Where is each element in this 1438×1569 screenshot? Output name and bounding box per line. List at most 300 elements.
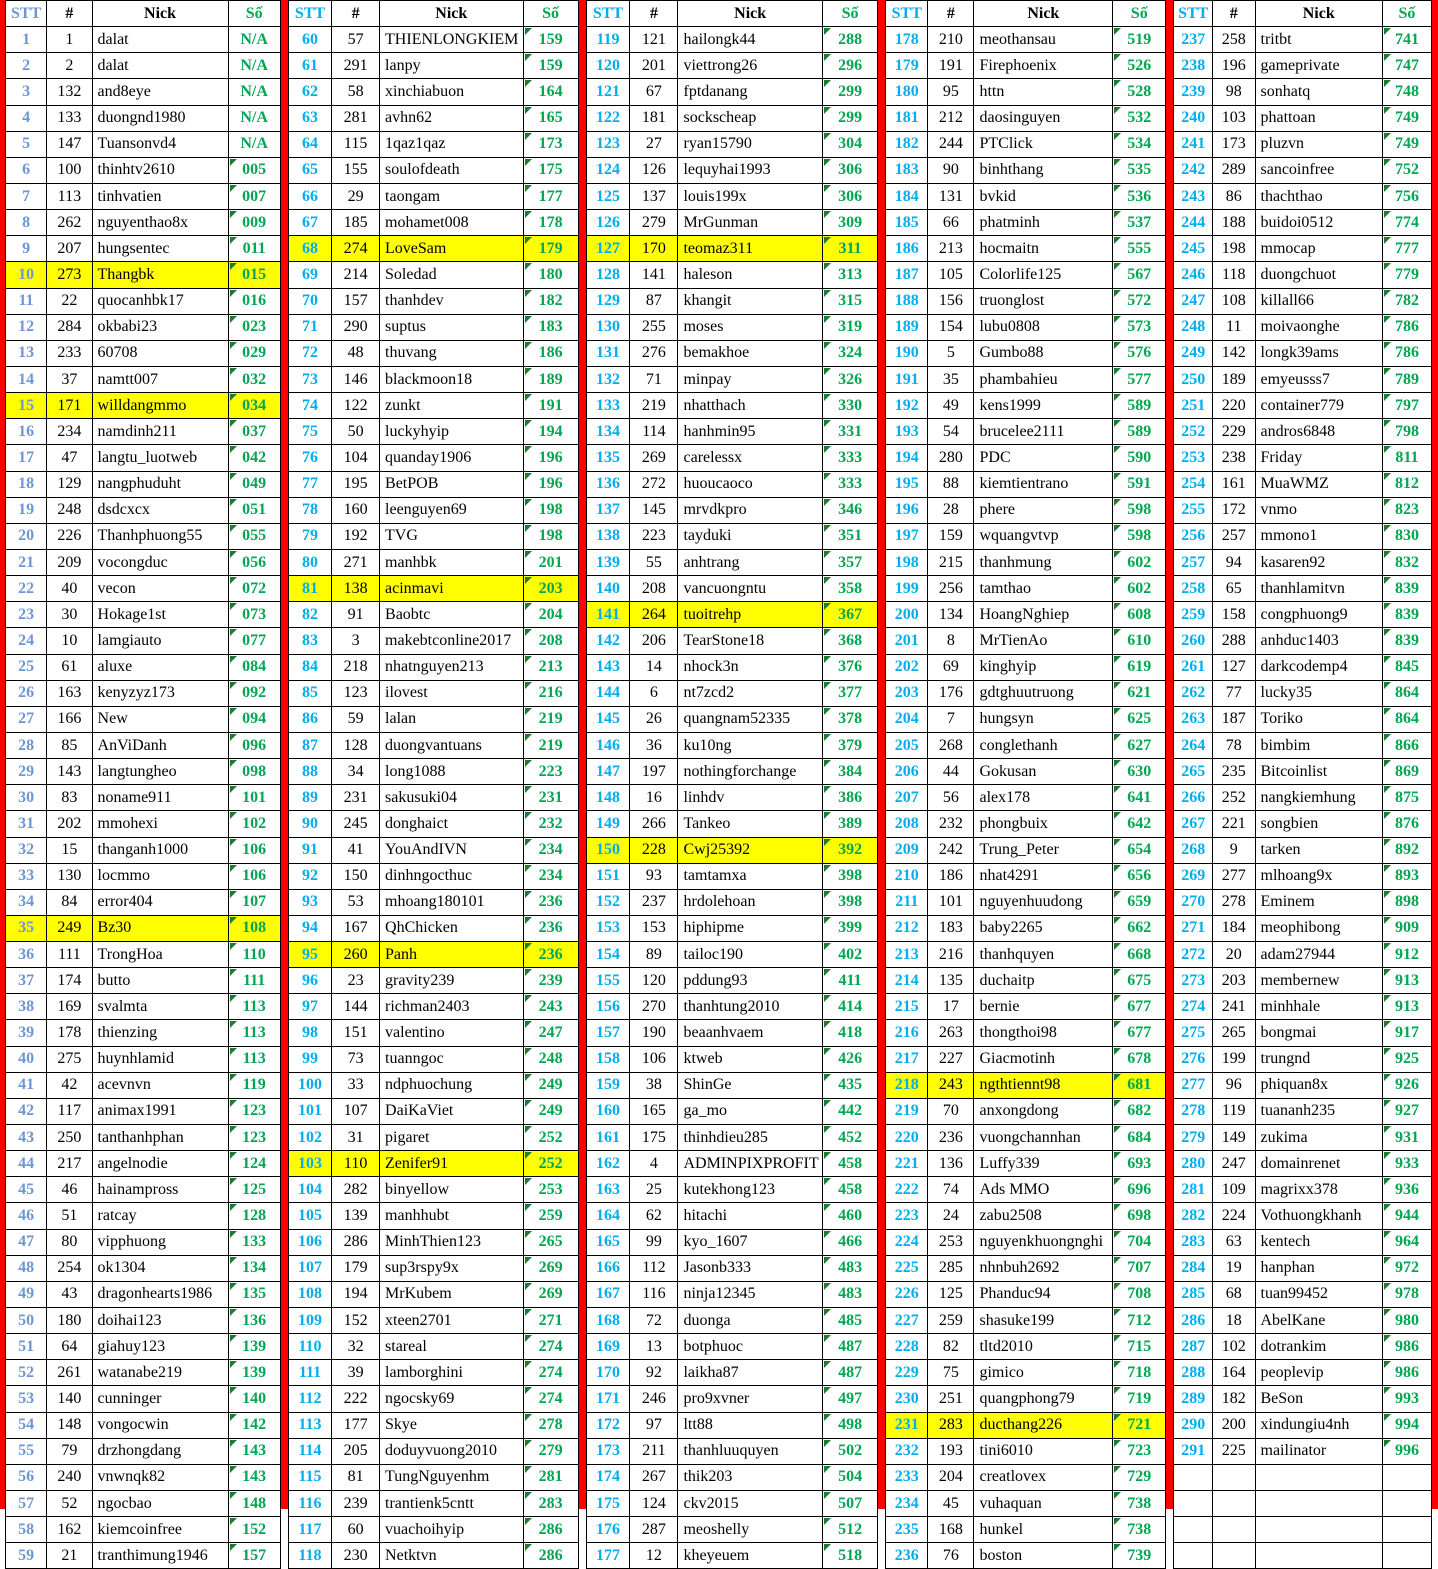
nick-cell[interactable]: Soledad — [380, 262, 523, 288]
so-cell[interactable]: 534 — [1113, 131, 1166, 157]
stt-cell[interactable]: 214 — [886, 968, 928, 994]
so-cell[interactable]: 279 — [523, 1438, 578, 1464]
num-cell[interactable]: 50 — [332, 419, 380, 445]
stt-cell[interactable]: 246 — [1174, 262, 1213, 288]
so-cell[interactable]: 602 — [1113, 549, 1166, 575]
stt-cell[interactable]: 58 — [6, 1517, 47, 1543]
so-cell[interactable]: 023 — [228, 314, 280, 340]
num-cell[interactable]: 185 — [332, 210, 380, 236]
so-cell[interactable]: 330 — [822, 393, 877, 419]
stt-cell[interactable]: 240 — [1174, 105, 1213, 131]
stt-cell[interactable]: 123 — [586, 131, 630, 157]
so-cell[interactable]: 598 — [1113, 523, 1166, 549]
num-cell[interactable]: 216 — [928, 942, 974, 968]
nick-cell[interactable]: Baobtc — [380, 602, 523, 628]
num-cell[interactable]: 229 — [1213, 419, 1256, 445]
stt-cell[interactable]: 185 — [886, 210, 928, 236]
nick-cell[interactable]: dsdcxcx — [92, 497, 228, 523]
header-so[interactable]: Số — [228, 1, 280, 27]
nick-cell[interactable]: Vothuongkhanh — [1255, 1203, 1383, 1229]
num-cell[interactable]: 45 — [928, 1491, 974, 1517]
so-cell[interactable]: 077 — [228, 628, 280, 654]
num-cell[interactable]: 56 — [928, 785, 974, 811]
stt-cell[interactable]: 193 — [886, 419, 928, 445]
nick-cell[interactable]: thinhdieu285 — [678, 1125, 822, 1151]
so-cell[interactable]: 108 — [228, 915, 280, 941]
num-cell[interactable]: 212 — [928, 105, 974, 131]
nick-cell[interactable]: MrGunman — [678, 210, 822, 236]
so-cell[interactable]: 180 — [523, 262, 578, 288]
so-cell[interactable]: 143 — [228, 1438, 280, 1464]
stt-cell[interactable]: 114 — [288, 1438, 331, 1464]
so-cell[interactable]: 204 — [523, 602, 578, 628]
num-cell[interactable]: 252 — [1213, 785, 1256, 811]
nick-cell[interactable]: longk39ams — [1255, 340, 1383, 366]
stt-cell[interactable]: 219 — [886, 1098, 928, 1124]
num-cell[interactable]: 237 — [630, 889, 678, 915]
stt-cell[interactable]: 81 — [288, 576, 331, 602]
stt-cell[interactable]: 60 — [288, 27, 331, 53]
stt-cell[interactable]: 218 — [886, 1072, 928, 1098]
stt-cell[interactable]: 273 — [1174, 968, 1213, 994]
num-cell[interactable]: 255 — [630, 314, 678, 340]
nick-cell[interactable]: trungnd — [1255, 1046, 1383, 1072]
stt-cell[interactable] — [1174, 1464, 1213, 1490]
stt-cell[interactable]: 28 — [6, 732, 47, 758]
stt-cell[interactable]: 275 — [1174, 1020, 1213, 1046]
stt-cell[interactable]: 98 — [288, 1020, 331, 1046]
nick-cell[interactable]: khangit — [678, 288, 822, 314]
nick-cell[interactable]: soulofdeath — [380, 157, 523, 183]
so-cell[interactable]: 096 — [228, 732, 280, 758]
stt-cell[interactable]: 34 — [6, 889, 47, 915]
so-cell[interactable]: 142 — [228, 1412, 280, 1438]
nick-cell[interactable]: ducthang226 — [974, 1412, 1113, 1438]
nick-cell[interactable]: dinhngocthuc — [380, 863, 523, 889]
so-cell[interactable]: 208 — [523, 628, 578, 654]
so-cell[interactable]: 274 — [523, 1334, 578, 1360]
stt-cell[interactable]: 72 — [288, 340, 331, 366]
nick-cell[interactable]: ku10ng — [678, 732, 822, 758]
num-cell[interactable]: 206 — [630, 628, 678, 654]
so-cell[interactable]: 681 — [1113, 1072, 1166, 1098]
stt-cell[interactable]: 21 — [6, 549, 47, 575]
num-cell[interactable]: 241 — [1213, 994, 1256, 1020]
num-cell[interactable]: 24 — [928, 1203, 974, 1229]
stt-cell[interactable]: 64 — [288, 131, 331, 157]
nick-cell[interactable]: quangnam52335 — [678, 706, 822, 732]
num-cell[interactable]: 145 — [630, 497, 678, 523]
nick-cell[interactable]: namdinh211 — [92, 419, 228, 445]
num-cell[interactable]: 14 — [630, 654, 678, 680]
num-cell[interactable]: 78 — [1213, 732, 1256, 758]
stt-cell[interactable]: 97 — [288, 994, 331, 1020]
stt-cell[interactable]: 144 — [586, 680, 630, 706]
num-cell[interactable]: 72 — [630, 1308, 678, 1334]
num-cell[interactable]: 246 — [630, 1386, 678, 1412]
so-cell[interactable]: 573 — [1113, 314, 1166, 340]
nick-cell[interactable]: tamthao — [974, 576, 1113, 602]
so-cell[interactable]: 485 — [822, 1308, 877, 1334]
nick-cell[interactable]: hailongk44 — [678, 27, 822, 53]
num-cell[interactable]: 119 — [1213, 1098, 1256, 1124]
num-cell[interactable]: 219 — [630, 393, 678, 419]
so-cell[interactable]: 247 — [523, 1020, 578, 1046]
nick-cell[interactable]: beaanhvaem — [678, 1020, 822, 1046]
nick-cell[interactable] — [1255, 1517, 1383, 1543]
so-cell[interactable]: 866 — [1383, 732, 1432, 758]
nick-cell[interactable]: ryan15790 — [678, 131, 822, 157]
stt-cell[interactable]: 228 — [886, 1334, 928, 1360]
num-cell[interactable]: 109 — [1213, 1177, 1256, 1203]
so-cell[interactable]: 324 — [822, 340, 877, 366]
stt-cell[interactable]: 57 — [6, 1491, 47, 1517]
so-cell[interactable]: 752 — [1383, 157, 1432, 183]
num-cell[interactable]: 30 — [47, 602, 92, 628]
so-cell[interactable]: 236 — [523, 942, 578, 968]
so-cell[interactable]: 384 — [822, 759, 877, 785]
num-cell[interactable]: 273 — [47, 262, 92, 288]
so-cell[interactable]: 678 — [1113, 1046, 1166, 1072]
so-cell[interactable]: 296 — [822, 53, 877, 79]
nick-cell[interactable]: nhock3n — [678, 654, 822, 680]
stt-cell[interactable]: 74 — [288, 393, 331, 419]
so-cell[interactable]: 452 — [822, 1125, 877, 1151]
so-cell[interactable]: 715 — [1113, 1334, 1166, 1360]
so-cell[interactable]: 186 — [523, 340, 578, 366]
num-cell[interactable]: 65 — [1213, 576, 1256, 602]
num-cell[interactable]: 226 — [47, 523, 92, 549]
header-nick[interactable]: Nick — [380, 1, 523, 27]
so-cell[interactable]: 839 — [1383, 628, 1432, 654]
stt-cell[interactable]: 259 — [1174, 602, 1213, 628]
stt-cell[interactable]: 163 — [586, 1177, 630, 1203]
stt-cell[interactable]: 126 — [586, 210, 630, 236]
num-cell[interactable]: 208 — [630, 576, 678, 602]
so-cell[interactable]: 376 — [822, 654, 877, 680]
nick-cell[interactable]: Hokage1st — [92, 602, 228, 628]
so-cell[interactable]: 106 — [228, 837, 280, 863]
nick-cell[interactable]: lamgiauto — [92, 628, 228, 654]
so-cell[interactable]: 641 — [1113, 785, 1166, 811]
nick-cell[interactable]: ktweb — [678, 1046, 822, 1072]
num-cell[interactable]: 113 — [47, 183, 92, 209]
stt-cell[interactable]: 54 — [6, 1412, 47, 1438]
stt-cell[interactable]: 197 — [886, 523, 928, 549]
so-cell[interactable]: 913 — [1383, 968, 1432, 994]
stt-cell[interactable]: 216 — [886, 1020, 928, 1046]
nick-cell[interactable]: sockscheap — [678, 105, 822, 131]
num-cell[interactable]: 191 — [928, 53, 974, 79]
so-cell[interactable]: 379 — [822, 732, 877, 758]
num-cell[interactable]: 73 — [332, 1046, 380, 1072]
so-cell[interactable]: 203 — [523, 576, 578, 602]
stt-cell[interactable]: 229 — [886, 1360, 928, 1386]
stt-cell[interactable]: 209 — [886, 837, 928, 863]
num-cell[interactable]: 280 — [928, 445, 974, 471]
num-cell[interactable]: 239 — [332, 1491, 380, 1517]
so-cell[interactable]: 007 — [228, 183, 280, 209]
nick-cell[interactable]: minpay — [678, 366, 822, 392]
header-num[interactable]: # — [332, 1, 380, 27]
num-cell[interactable]: 183 — [928, 915, 974, 941]
nick-cell[interactable]: giahuy123 — [92, 1334, 228, 1360]
nick-cell[interactable]: doihai123 — [92, 1308, 228, 1334]
nick-cell[interactable]: New — [92, 706, 228, 732]
stt-cell[interactable]: 39 — [6, 1020, 47, 1046]
nick-cell[interactable]: sonhatq — [1255, 79, 1383, 105]
stt-cell[interactable]: 261 — [1174, 654, 1213, 680]
num-cell[interactable]: 224 — [1213, 1203, 1256, 1229]
nick-cell[interactable]: botphuoc — [678, 1334, 822, 1360]
num-cell[interactable]: 288 — [1213, 628, 1256, 654]
so-cell[interactable]: 015 — [228, 262, 280, 288]
stt-cell[interactable]: 11 — [6, 288, 47, 314]
stt-cell[interactable]: 6 — [6, 157, 47, 183]
so-cell[interactable]: 234 — [523, 837, 578, 863]
nick-cell[interactable]: viettrong26 — [678, 53, 822, 79]
so-cell[interactable]: 111 — [228, 968, 280, 994]
num-cell[interactable]: 242 — [928, 837, 974, 863]
num-cell[interactable]: 214 — [332, 262, 380, 288]
stt-cell[interactable]: 5 — [6, 131, 47, 157]
so-cell[interactable]: 094 — [228, 706, 280, 732]
nick-cell[interactable]: httn — [974, 79, 1113, 105]
stt-cell[interactable]: 232 — [886, 1438, 928, 1464]
nick-cell[interactable]: nguyenhuudong — [974, 889, 1113, 915]
num-cell[interactable]: 93 — [630, 863, 678, 889]
stt-cell[interactable]: 128 — [586, 262, 630, 288]
nick-cell[interactable]: hocmaitn — [974, 236, 1113, 262]
num-cell[interactable]: 60 — [332, 1517, 380, 1543]
nick-cell[interactable]: duongvantuans — [380, 732, 523, 758]
so-cell[interactable]: 498 — [822, 1412, 877, 1438]
nick-cell[interactable]: HoangNghiep — [974, 602, 1113, 628]
num-cell[interactable]: 164 — [1213, 1360, 1256, 1386]
nick-cell[interactable]: noname911 — [92, 785, 228, 811]
so-cell[interactable]: 668 — [1113, 942, 1166, 968]
so-cell[interactable]: 319 — [822, 314, 877, 340]
so-cell[interactable]: 139 — [228, 1334, 280, 1360]
so-cell[interactable]: 936 — [1383, 1177, 1432, 1203]
num-cell[interactable]: 181 — [630, 105, 678, 131]
stt-cell[interactable]: 270 — [1174, 889, 1213, 915]
nick-cell[interactable]: tayduki — [678, 523, 822, 549]
so-cell[interactable]: 504 — [822, 1464, 877, 1490]
so-cell[interactable]: 567 — [1113, 262, 1166, 288]
num-cell[interactable]: 270 — [630, 994, 678, 1020]
so-cell[interactable]: 718 — [1113, 1360, 1166, 1386]
nick-cell[interactable]: tuananh235 — [1255, 1098, 1383, 1124]
so-cell[interactable]: 139 — [228, 1360, 280, 1386]
num-cell[interactable]: 222 — [332, 1386, 380, 1412]
stt-cell[interactable]: 133 — [586, 393, 630, 419]
num-cell[interactable]: 116 — [630, 1281, 678, 1307]
nick-cell[interactable]: PTClick — [974, 131, 1113, 157]
stt-cell[interactable]: 91 — [288, 837, 331, 863]
num-cell[interactable]: 32 — [332, 1334, 380, 1360]
stt-cell[interactable]: 239 — [1174, 79, 1213, 105]
so-cell[interactable]: 271 — [523, 1308, 578, 1334]
num-cell[interactable]: 178 — [47, 1020, 92, 1046]
nick-cell[interactable]: kenyzyz173 — [92, 680, 228, 706]
num-cell[interactable]: 21 — [47, 1543, 92, 1569]
num-cell[interactable]: 253 — [928, 1229, 974, 1255]
nick-cell[interactable]: Bz30 — [92, 915, 228, 941]
nick-cell[interactable]: AnViDanh — [92, 732, 228, 758]
nick-cell[interactable]: moses — [678, 314, 822, 340]
stt-cell[interactable]: 286 — [1174, 1308, 1213, 1334]
header-stt[interactable]: STT — [886, 1, 928, 27]
num-cell[interactable]: 19 — [1213, 1255, 1256, 1281]
stt-cell[interactable]: 2 — [6, 53, 47, 79]
num-cell[interactable]: 150 — [332, 863, 380, 889]
so-cell[interactable]: 106 — [228, 863, 280, 889]
so-cell[interactable]: 333 — [822, 471, 877, 497]
stt-cell[interactable]: 289 — [1174, 1386, 1213, 1412]
num-cell[interactable]: 151 — [332, 1020, 380, 1046]
num-cell[interactable]: 281 — [332, 105, 380, 131]
nick-cell[interactable]: vnwnqk82 — [92, 1464, 228, 1490]
num-cell[interactable]: 25 — [630, 1177, 678, 1203]
header-nick[interactable]: Nick — [92, 1, 228, 27]
so-cell[interactable]: 402 — [822, 942, 877, 968]
nick-cell[interactable]: watanabe219 — [92, 1360, 228, 1386]
nick-cell[interactable]: bimbim — [1255, 732, 1383, 758]
stt-cell[interactable]: 204 — [886, 706, 928, 732]
num-cell[interactable]: 95 — [928, 79, 974, 105]
nick-cell[interactable]: langtungheo — [92, 759, 228, 785]
stt-cell[interactable]: 192 — [886, 393, 928, 419]
header-so[interactable]: Số — [1383, 1, 1432, 27]
so-cell[interactable]: 084 — [228, 654, 280, 680]
num-cell[interactable]: 223 — [630, 523, 678, 549]
stt-cell[interactable]: 284 — [1174, 1255, 1213, 1281]
header-stt[interactable]: STT — [288, 1, 331, 27]
so-cell[interactable]: 281 — [523, 1464, 578, 1490]
stt-cell[interactable]: 226 — [886, 1281, 928, 1307]
stt-cell[interactable]: 276 — [1174, 1046, 1213, 1072]
num-cell[interactable]: 44 — [928, 759, 974, 785]
so-cell[interactable]: 779 — [1383, 262, 1432, 288]
num-cell[interactable]: 94 — [1213, 549, 1256, 575]
num-cell[interactable]: 232 — [928, 811, 974, 837]
num-cell[interactable]: 169 — [47, 994, 92, 1020]
so-cell[interactable]: 487 — [822, 1360, 877, 1386]
header-nick[interactable]: Nick — [678, 1, 822, 27]
nick-cell[interactable]: thanhquyen — [974, 942, 1113, 968]
num-cell[interactable]: 148 — [47, 1412, 92, 1438]
stt-cell[interactable]: 231 — [886, 1412, 928, 1438]
num-cell[interactable]: 99 — [630, 1229, 678, 1255]
num-cell[interactable]: 131 — [928, 183, 974, 209]
stt-cell[interactable]: 52 — [6, 1360, 47, 1386]
nick-cell[interactable]: bongmai — [1255, 1020, 1383, 1046]
stt-cell[interactable]: 169 — [586, 1334, 630, 1360]
nick-cell[interactable]: dalat — [92, 53, 228, 79]
so-cell[interactable]: 042 — [228, 445, 280, 471]
nick-cell[interactable]: Tankeo — [678, 811, 822, 837]
stt-cell[interactable]: 23 — [6, 602, 47, 628]
nick-cell[interactable]: QhChicken — [380, 915, 523, 941]
so-cell[interactable]: 682 — [1113, 1098, 1166, 1124]
num-cell[interactable]: 111 — [47, 942, 92, 968]
num-cell[interactable]: 79 — [47, 1438, 92, 1464]
stt-cell[interactable]: 191 — [886, 366, 928, 392]
so-cell[interactable]: 309 — [822, 210, 877, 236]
so-cell[interactable]: 231 — [523, 785, 578, 811]
num-cell[interactable]: 29 — [332, 183, 380, 209]
so-cell[interactable]: 119 — [228, 1072, 280, 1098]
stt-cell[interactable]: 281 — [1174, 1177, 1213, 1203]
nick-cell[interactable]: kasaren92 — [1255, 549, 1383, 575]
nick-cell[interactable]: domainrenet — [1255, 1151, 1383, 1177]
stt-cell[interactable]: 245 — [1174, 236, 1213, 262]
stt-cell[interactable]: 55 — [6, 1438, 47, 1464]
so-cell[interactable]: 535 — [1113, 157, 1166, 183]
nick-cell[interactable]: nhat4291 — [974, 863, 1113, 889]
header-so[interactable]: Số — [1113, 1, 1166, 27]
stt-cell[interactable]: 86 — [288, 706, 331, 732]
num-cell[interactable]: 108 — [1213, 288, 1256, 314]
so-cell[interactable]: 777 — [1383, 236, 1432, 262]
stt-cell[interactable]: 110 — [288, 1334, 331, 1360]
nick-cell[interactable]: mrvdkpro — [678, 497, 822, 523]
num-cell[interactable]: 101 — [928, 889, 974, 915]
num-cell[interactable]: 3 — [332, 628, 380, 654]
num-cell[interactable]: 287 — [630, 1517, 678, 1543]
nick-cell[interactable]: MinhThien123 — [380, 1229, 523, 1255]
so-cell[interactable]: 236 — [523, 915, 578, 941]
so-cell[interactable]: N/A — [228, 131, 280, 157]
nick-cell[interactable]: membernew — [1255, 968, 1383, 994]
stt-cell[interactable]: 190 — [886, 340, 928, 366]
nick-cell[interactable]: TrongHoa — [92, 942, 228, 968]
so-cell[interactable]: 278 — [523, 1412, 578, 1438]
so-cell[interactable]: 136 — [228, 1308, 280, 1334]
num-cell[interactable] — [1213, 1517, 1256, 1543]
so-cell[interactable]: 630 — [1113, 759, 1166, 785]
num-cell[interactable]: 11 — [1213, 314, 1256, 340]
so-cell[interactable]: 378 — [822, 706, 877, 732]
num-cell[interactable]: 67 — [630, 79, 678, 105]
so-cell[interactable]: 518 — [822, 1543, 877, 1569]
stt-cell[interactable]: 178 — [886, 27, 928, 53]
stt-cell[interactable]: 177 — [586, 1543, 630, 1569]
so-cell[interactable]: 049 — [228, 471, 280, 497]
stt-cell[interactable]: 141 — [586, 602, 630, 628]
so-cell[interactable]: 589 — [1113, 393, 1166, 419]
num-cell[interactable]: 12 — [630, 1543, 678, 1569]
stt-cell[interactable]: 43 — [6, 1125, 47, 1151]
so-cell[interactable]: 839 — [1383, 576, 1432, 602]
num-cell[interactable]: 124 — [630, 1491, 678, 1517]
nick-cell[interactable]: tinhvatien — [92, 183, 228, 209]
stt-cell[interactable]: 104 — [288, 1177, 331, 1203]
stt-cell[interactable]: 194 — [886, 445, 928, 471]
nick-cell[interactable] — [1255, 1464, 1383, 1490]
stt-cell[interactable]: 130 — [586, 314, 630, 340]
so-cell[interactable]: 693 — [1113, 1151, 1166, 1177]
num-cell[interactable]: 106 — [630, 1046, 678, 1072]
num-cell[interactable]: 258 — [1213, 27, 1256, 53]
nick-cell[interactable]: meophibong — [1255, 915, 1383, 941]
nick-cell[interactable]: thanhlamitvn — [1255, 576, 1383, 602]
nick-cell[interactable]: teomaz311 — [678, 236, 822, 262]
num-cell[interactable]: 135 — [928, 968, 974, 994]
nick-cell[interactable]: blackmoon18 — [380, 366, 523, 392]
nick-cell[interactable]: ratcay — [92, 1203, 228, 1229]
